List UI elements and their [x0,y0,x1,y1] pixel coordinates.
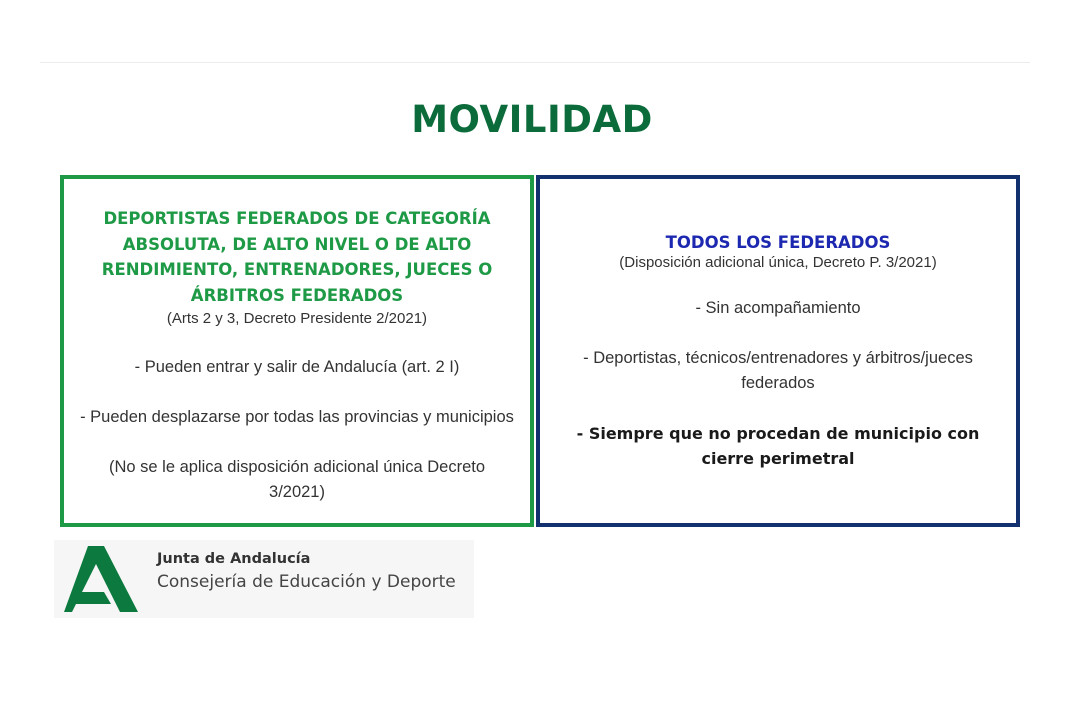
department-name: Consejería de Educación y Deporte [157,572,456,592]
left-panel-heading: DEPORTISTAS FEDERADOS DE CATEGORÍA ABSOLUTA, DE ALTO NIVEL O DE ALTO RENDIMIENTO, ENTRENADORES, JUECES O ÁRBITROS FEDERADOS [101,209,493,305]
right-panel-item: - Deportistas, técnicos/entrenadores y árbitros/jueces federados [583,349,973,392]
left-panel-item: - Pueden desplazarse por todas las provincias y municipios [80,408,514,426]
right-panel-reference: (Disposición adicional única, Decreto P. 3/2021) [619,254,937,271]
junta-andalucia-logo-icon [64,546,138,612]
right-panel [536,175,1020,527]
left-panel-reference: (Arts 2 y 3, Decreto Presidente 2/2021) [166,310,428,327]
left-panel-item: (No se le aplica disposición adicional única Decreto 3/2021) [108,458,486,501]
top-divider [40,62,1030,63]
left-panel-item: - Pueden entrar y salir de Andalucía (art. 2 I) [134,358,460,376]
right-panel-item: - Sin acompañamiento [695,299,861,317]
right-panel-item: - Siempre que no procedan de municipio con cierre perimetral [576,424,980,468]
right-panel-heading: TODOS LOS FEDERADOS [665,233,891,252]
organization-name: Junta de Andalucía [157,551,311,567]
left-panel [60,175,534,527]
page-title: MOVILIDAD [411,98,653,141]
